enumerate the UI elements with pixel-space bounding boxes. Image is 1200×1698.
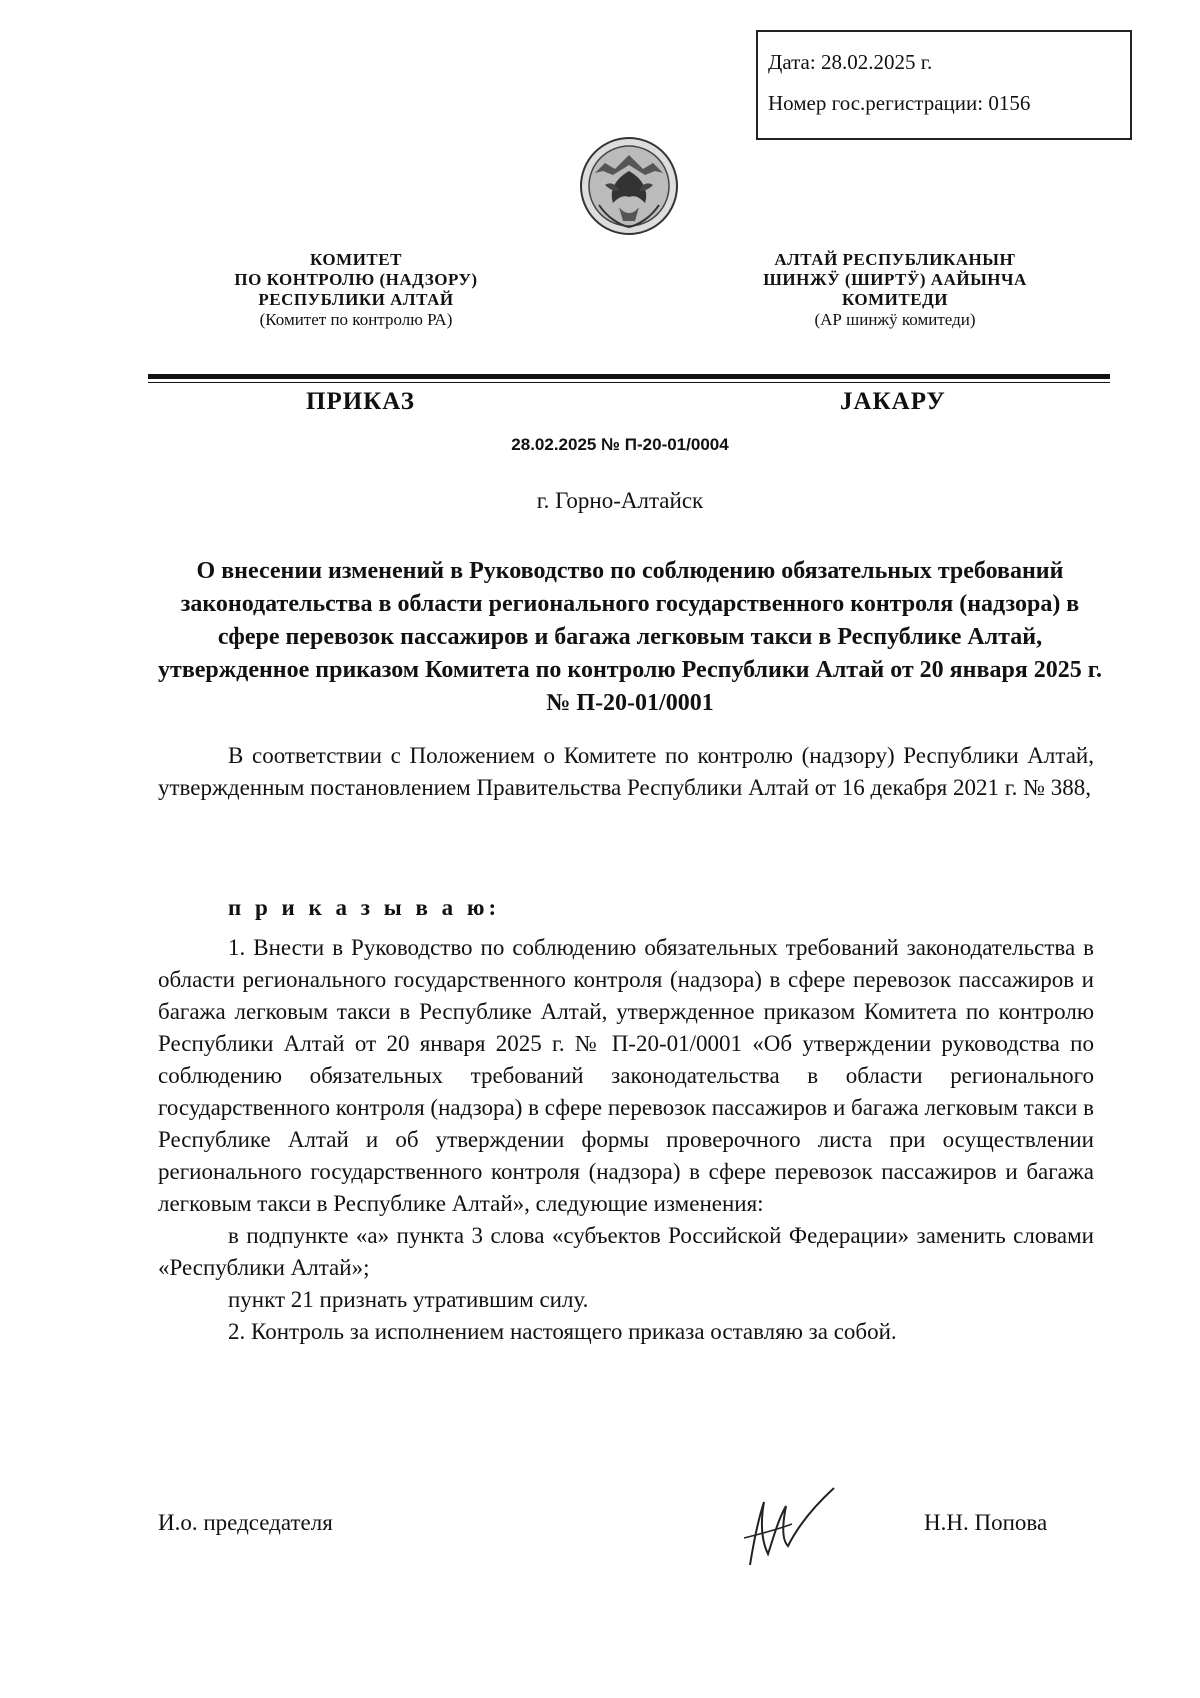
header-left-line-4: (Комитет по контролю РА) [259,310,453,329]
registration-number-value: 0156 [988,91,1031,115]
coat-of-arms-icon [575,135,683,237]
order-items [158,932,1094,1348]
document-city: г. Горно-Алтайск [536,488,704,513]
document-title: О внесении изменений в Руководство по соблюдению обязательных требований законодательства в области регионального государственного контроля (надзора) в сфере перевозок пассажиров и багажа легковым такси в Республике Алтай, утвержденное приказом Комитета по контролю Республики Алтай от 20 января 2025 г. № П-20-01/0001 [158,558,1102,716]
item-1-change-b: пункт 21 признать утратившим силу. [228,1287,589,1312]
registration-date [768,50,1130,75]
signature-icon [730,1480,840,1570]
item-1-change-a: в подпункте «а» пункта 3 слова «субъектов Российской Федерации» заменить словами «Республики Алтай»; [158,1223,1094,1280]
header-left [206,250,506,330]
item-2: 2. Контроль за исполнением настоящего приказа оставляю за собой. [228,1319,897,1344]
signer-name: Н.Н. Попова [924,1510,1048,1535]
header-right-line-3: КОМИТЕДИ [842,290,948,309]
document-number: 28.02.2025 № П-20-01/0004 [511,435,729,454]
preamble [158,740,1094,804]
registration-date-label: Дата: [768,50,816,74]
header-left-line-1: КОМИТЕТ [310,250,402,269]
header-left-line-2: ПО КОНТРОЛЮ (НАДЗОРУ) [234,270,478,289]
header-rule-thin [148,382,1110,383]
doc-kind-alt: JАКАРУ [840,388,946,415]
doc-kind-ru: ПРИКАЗ [306,388,415,415]
header-right [730,250,1060,330]
registration-date-value: 28.02.2025 г. [820,50,933,74]
registration-number-label: Номер гос.регистрации: [768,91,984,115]
order-word: п р и к а з ы в а ю: [228,895,501,920]
header-right-line-2: ШИНЖӰ (ШИРТӰ) ААЙЫНЧА [763,270,1027,289]
signer-position: И.о. председателя [158,1510,333,1535]
header-left-line-3: РЕСПУБЛИКИ АЛТАЙ [258,290,454,309]
registration-number [768,91,1130,116]
preamble-text: В соответствии с Положением о Комитете по контролю (надзору) Республики Алтай, утвержденным постановлением Правительства Республики Алтай от 16 декабря 2021 г. № 388, [158,743,1094,800]
item-1: 1. Внести в Руководство по соблюдению обязательных требований законодательства в области регионального государственного контроля (надзора) в сфере перевозок пассажиров и багажа легковым такси в Республике Алтай, утвержденное приказом Комитета по контролю Республики Алтай от 20 января 2025 г. № П-20-01/0001 «Об утверждении руководства по соблюдению обязательных требований законодательства в области регионального государственного контроля (надзора) в сфере перевозок пассажиров и багажа легковым такси в Республике Алтай и об утверждении формы проверочного листа при осуществлении регионального государственного контроля (надзора) в сфере перевозок пассажиров и багажа легковым такси в Республике Алтай», следующие изменения: [158,935,1094,1216]
header-right-line-1: АЛТАЙ РЕСПУБЛИКАНЫҤ [774,250,1016,269]
header-rule-thick [148,374,1110,379]
header-right-line-4: (АР шинжӱ комитеди) [814,310,976,329]
registration-stamp [756,30,1132,140]
